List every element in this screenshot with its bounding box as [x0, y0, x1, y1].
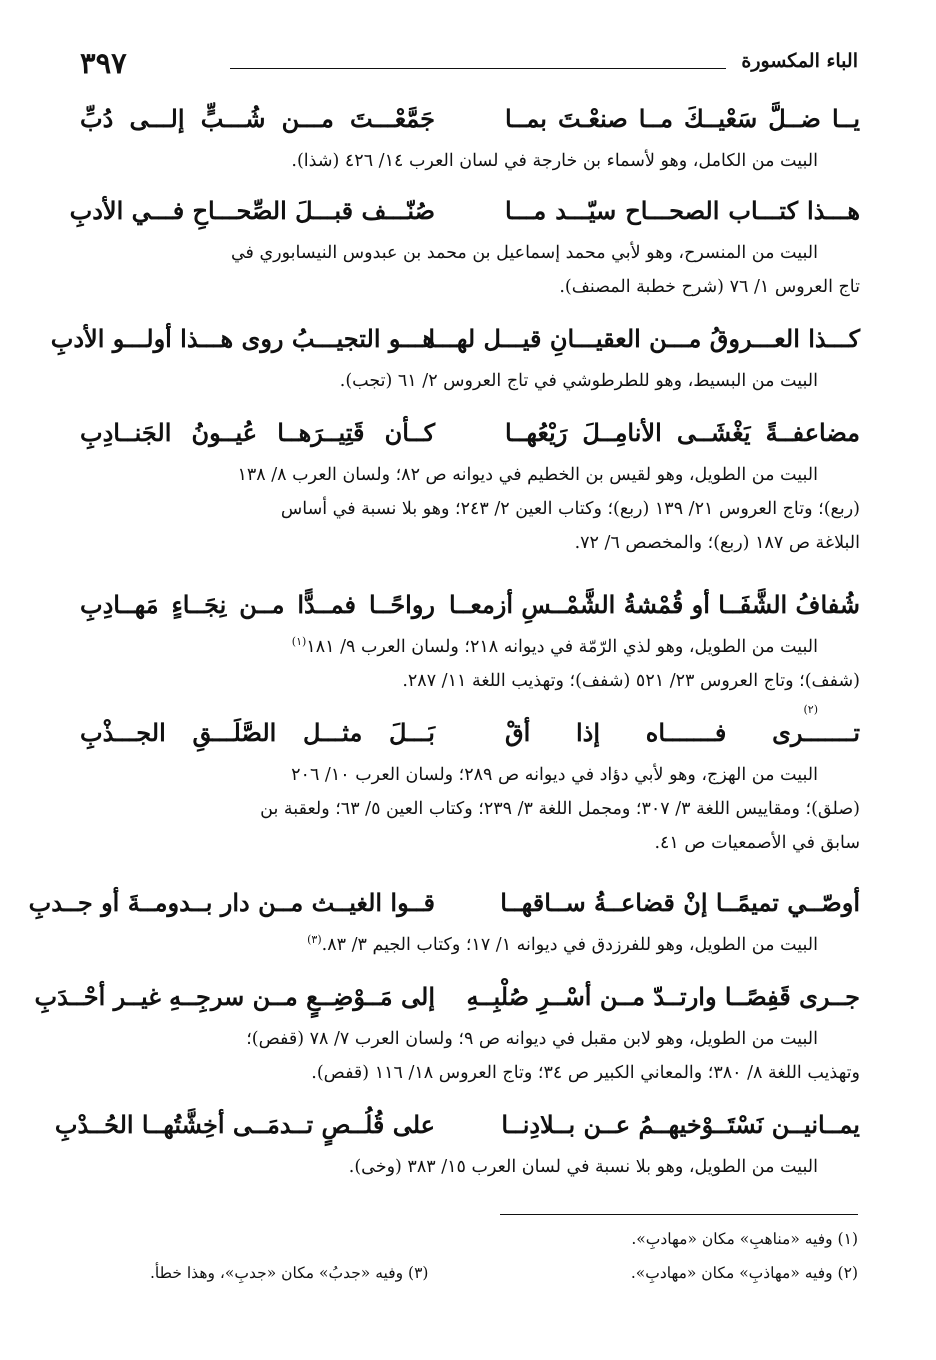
- first-hemistich: جــرى قَفِصًــا وارتــدّ مــن أسْــرِ صُلْبِــهِ: [466, 982, 860, 1011]
- poem-entry: [50, 324, 860, 398]
- poem-entry: [28, 888, 860, 962]
- verse-note: [80, 236, 860, 304]
- second-hemistich: جَمَّعْـــتَ مـــن شُـــبٍّ إلـــى دُبِّ: [80, 104, 435, 133]
- footnote-rule: [500, 1214, 858, 1215]
- verse-line: [54, 1110, 860, 1150]
- note-line: (صلق)؛ ومقاييس اللغة ٣/ ٣٠٧؛ ومجمل اللغة ٣/ ٢٣٩؛ وكتاب العين ٥/ ٦٣؛ ولعقبة بن: [260, 799, 860, 819]
- note-line: البيت من الطويل، وهو للفرزدق في ديوانه ١/ ١٧؛ وكتاب الجيم ٣/ ٨٣.: [321, 935, 818, 955]
- footnote-ref: (٣): [307, 933, 322, 947]
- second-hemistich: صُنّـــف قبـــلَ الصِّحـــاحِ فـــي الأدبِ: [69, 196, 435, 225]
- verse-line: [28, 888, 860, 928]
- note-line: البلاغة ص ١٨٧ (ربع)؛ والمخصص ٦/ ٧٢.: [574, 533, 860, 553]
- first-hemistich: مضاعفــةً يَغْشَــى الأنامِــلَ رَيْعُهــا: [505, 418, 860, 447]
- verse-note: [80, 364, 860, 398]
- poem-entry: [34, 982, 860, 1090]
- note-line: البيت من المنسرح، وهو لأبي محمد إسماعيل بن محمد بن عبدوس النيسابوري في: [230, 243, 818, 263]
- verse-line: [34, 982, 860, 1022]
- verse-note: [80, 1022, 860, 1090]
- first-hemistich: شُفافُ الشَّفَــا أو قُمْشةُ الشَّمْــسِ أزمعــا: [449, 590, 860, 619]
- first-hemistich: يــا ضــلَّ سَعْيــكَ مــا صنعْـتَ بمــا: [505, 104, 860, 133]
- verse-note: [80, 1150, 860, 1184]
- second-hemistich: كــأن قَتِيــرَهــا عُيــونُ الجَنــادِبِ: [80, 418, 435, 447]
- verse-line: [80, 104, 860, 144]
- second-hemistich: رواحًــا فمــدًّا مــن نِجَــاءٍ مَهــادِبِ: [80, 590, 435, 619]
- poem-entry: [69, 196, 860, 304]
- verse-line: [80, 718, 860, 758]
- running-header: [80, 44, 858, 84]
- first-hemistich: يمــانيــن نَسْتَــوْخيهــمُ عــن بــلادِنــا: [501, 1110, 860, 1139]
- note-line: (شفف)؛ وتاج العروس ٢٣/ ٥٢١ (شفف)؛ وتهذيب اللغة ١١/ ٢٨٧.: [402, 671, 860, 691]
- verse-note: [80, 928, 860, 962]
- note-line: وتهذيب اللغة ٨/ ٣٨٠؛ والمعاني الكبير ص ٣٤؛ وتاج العروس ١٨/ ١١٦ (قفص).: [311, 1063, 860, 1083]
- verse-note: [80, 758, 860, 860]
- footnote: (١) وفيه «مناهبِ» مكان «مهادبِ».: [631, 1230, 858, 1248]
- second-hemistich: إلى مَــوْضِــعٍ مــن سرجِــهِ غيــر أحْــدَبِ: [34, 982, 435, 1011]
- verse-note: [80, 630, 860, 732]
- verse-line: [80, 418, 860, 458]
- poem-entry: [80, 104, 860, 178]
- poem-entry: [80, 418, 860, 560]
- verse-note: [80, 458, 860, 560]
- note-line: البيت من الهزج، وهو لأبي دؤاد في ديوانه ص ٢٨٩؛ ولسان العرب ١٠/ ٢٠٦: [291, 765, 818, 785]
- poem-entry: [54, 1110, 860, 1184]
- verse-note: [80, 144, 860, 178]
- second-hemistich: قــوا الغيــث مــن دار بــدومــةَ أو جــدبِ: [28, 888, 435, 917]
- first-hemistich: كـــذا العـــروقُ مـــن العقيـــانِ قيـــل لهـــا: [428, 324, 860, 353]
- first-hemistich: تـــــــرى فـــــــاه إذا أقْ: [505, 718, 860, 747]
- note-line: (ربع)؛ وتاج العروس ٢١/ ١٣٩ (ربع)؛ وكتاب العين ٢/ ٢٤٣؛ وهو بلا نسبة في أساس: [280, 499, 860, 519]
- verse-line: [80, 590, 860, 630]
- footnote-ref: (١): [291, 635, 307, 649]
- verse-line: [50, 324, 860, 364]
- first-hemistich: أوصّــي تميمًــا إنْ قضاعــةُ ســاقهــا: [500, 888, 860, 917]
- note-line: البيت من الطويل، وهو بلا نسبة في لسان العرب ١٥/ ٣٨٣ (وخى).: [348, 1157, 818, 1177]
- note-line: البيت من الطويل، وهو لابن مقبل في ديوانه ص ٩؛ ولسان العرب ٧/ ٧٨ (قفص)؛: [246, 1029, 818, 1049]
- poem-entry: [80, 718, 860, 860]
- section-title: الباء المكسورة: [741, 50, 858, 72]
- header-rule: [230, 68, 726, 69]
- note-line: البيت من الطويل، وهو لقيس بن الخطيم في ديوانه ص ٨٢؛ ولسان العرب ٨/ ١٣٨: [237, 465, 818, 485]
- footnote: (٢) وفيه «مهاذبِ» مكان «مهادبِ».: [630, 1264, 858, 1282]
- first-hemistich: هـــذا كتـــاب الصحـــاح سيّـــد مـــا: [505, 196, 860, 225]
- second-hemistich: هـــو التجيـــبُ روى هـــذا أولـــو الأدبِ: [50, 324, 435, 353]
- page-number: ٣٩٧: [80, 46, 127, 80]
- note-line: البيت من البسيط، وهو للطرطوشي في تاج العروس ٢/ ٦١ (تجب).: [339, 371, 818, 391]
- footnote-ref: (٢): [803, 703, 818, 717]
- note-line: البيت من الطويل، وهو لذي الرّمّة في ديوانه ٢١٨؛ ولسان العرب ٩/ ١٨١: [306, 637, 818, 657]
- poem-entry: [80, 590, 860, 732]
- footnote: (٣) وفيه «جدبُ» مكان «جدبِ»، وهذا خطأ.: [150, 1264, 429, 1282]
- note-line: سابق في الأصمعيات ص ٤١.: [654, 833, 860, 853]
- note-line: تاج العروس ١/ ٧٦ (شرح خطبة المصنف).: [559, 277, 860, 297]
- second-hemistich: بَـــلَ مثـــل الصَّلَـــقِ الجـــذْبِ: [80, 718, 435, 747]
- verse-line: [69, 196, 860, 236]
- second-hemistich: على قُلُــصٍ تــدمَــى أخِشَّتُهــا الحُــدْبِ: [54, 1110, 435, 1139]
- note-line: البيت من الكامل، وهو لأسماء بن خارجة في لسان العرب ١٤/ ٤٢٦ (شذا).: [291, 151, 818, 171]
